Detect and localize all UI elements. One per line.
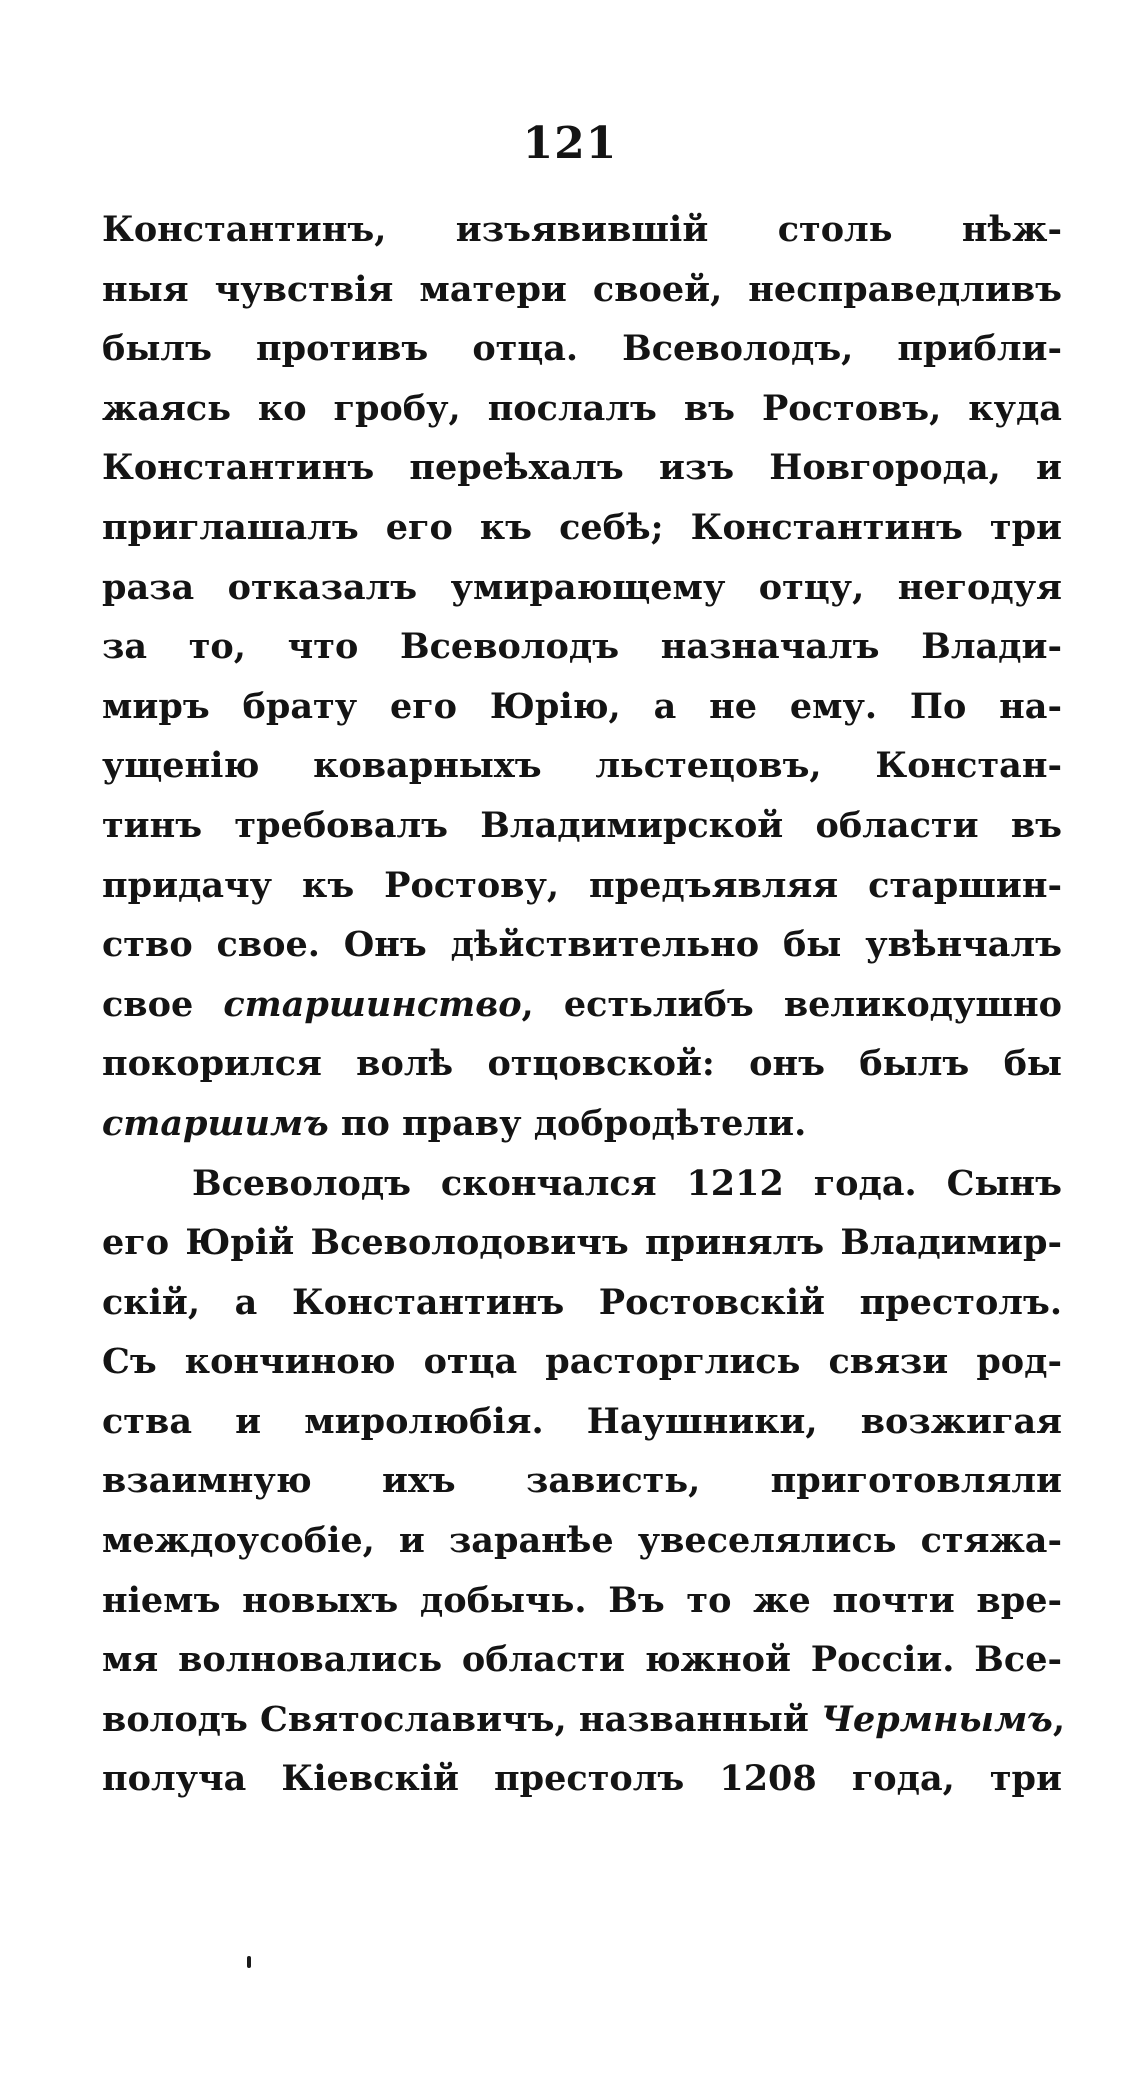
text-line: получа Кіевскій престолъ 1208 года, три: [102, 1758, 1062, 1800]
text-line: покорился волѣ отцовской: онъ былъ бы: [102, 1043, 1062, 1085]
text-line: [102, 1690, 1066, 1750]
text-line: [102, 1094, 1062, 1154]
text-line: придачу къ Ростову, предъявляя старшин-: [102, 864, 1062, 906]
text-line: ныя чувствія матери своей, несправедливъ: [102, 268, 1062, 310]
text-line: раза отказалъ умирающему отцу, негодуя: [102, 566, 1062, 608]
text-segment: володъ Святославичъ, названный: [102, 1698, 821, 1740]
text-line: взаимную ихъ зависть, приготовляли: [102, 1460, 1062, 1502]
scan-speck: [247, 1956, 251, 1968]
text-line: ніемъ новыхъ добычь. Въ то же почти вре-: [102, 1579, 1062, 1621]
text-line: жаясь ко гробу, послалъ въ Ростовъ, куда: [102, 387, 1062, 429]
text-line: ство свое. Онъ дѣйствительно бы увѣнчалъ: [102, 924, 1062, 966]
text-line: междоусобіе, и заранѣе увеселялись стяжа-: [102, 1520, 1062, 1562]
text-line: ущенію коварныхъ льстецовъ, Констан-: [102, 745, 1062, 787]
text-line: приглашалъ его къ себѣ; Константинъ три: [102, 506, 1062, 548]
italic-term: старшимъ: [102, 1102, 329, 1144]
body-text: [102, 200, 1066, 1809]
text-segment: , естьлибъ великодушно: [521, 983, 1062, 1025]
page-number: 121: [522, 118, 618, 169]
italic-term: Чермнымъ: [821, 1698, 1053, 1740]
text-line: Съ кончиною отца расторглись связи род-: [102, 1341, 1062, 1383]
text-line: былъ противъ отца. Всеволодъ, прибли-: [102, 328, 1062, 370]
text-line: миръ брату его Юрію, а не ему. По на-: [102, 685, 1062, 727]
text-line: Константинъ, изъявившій столь нѣж-: [102, 209, 1062, 250]
text-line: тинъ требовалъ Владимирской области въ: [102, 804, 1062, 846]
text-line: его Юрій Всеволодовичъ принялъ Владимир-: [102, 1222, 1062, 1264]
text-segment: по праву добродѣтели.: [328, 1102, 807, 1144]
text-segment: ,: [1052, 1698, 1066, 1740]
text-segment: свое: [102, 983, 224, 1025]
text-line: ства и миролюбія. Наушники, возжигая: [102, 1400, 1062, 1442]
text-line: Всеволодъ скончался 1212 года. Сынъ: [192, 1162, 1062, 1204]
text-line: скій, а Константинъ Ростовскій престолъ.: [102, 1281, 1062, 1323]
text-line: [102, 975, 1062, 1035]
text-line: Константинъ переѣхалъ изъ Новгорода, и: [102, 447, 1062, 489]
italic-term: старшинство: [223, 983, 522, 1025]
text-line: мя волновались области южной Россіи. Все-: [102, 1639, 1062, 1681]
text-line: за то, что Всеволодъ назначалъ Влади-: [102, 626, 1062, 668]
